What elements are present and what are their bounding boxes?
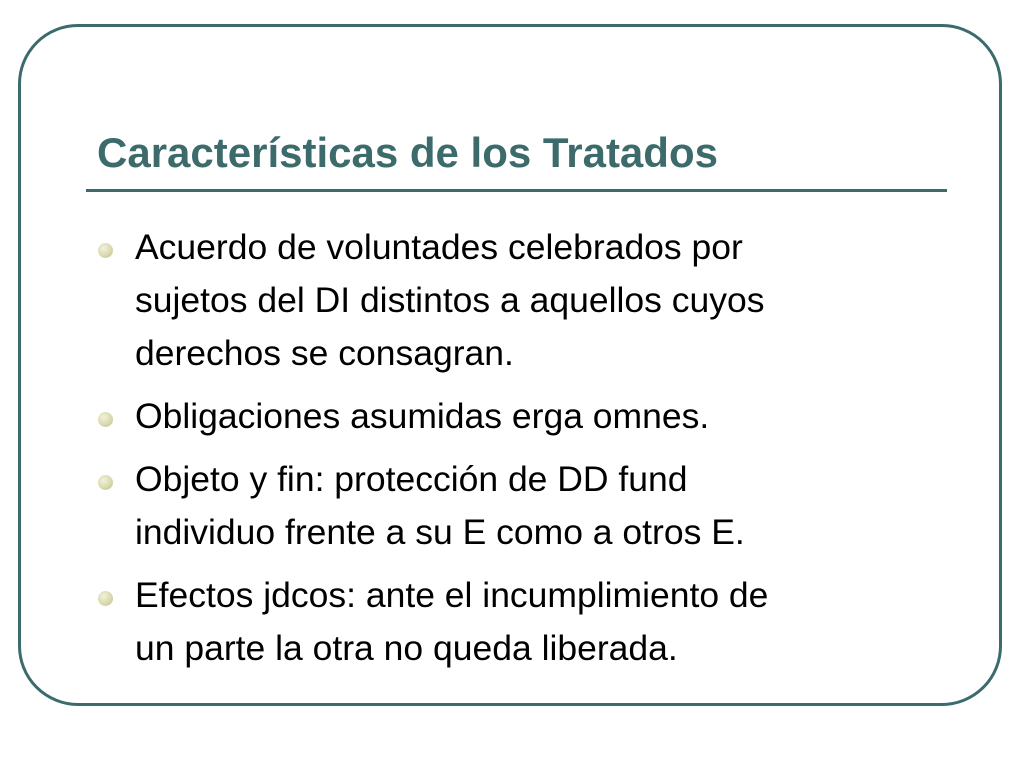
bullet-dot-icon (98, 475, 113, 490)
title-divider (86, 189, 947, 192)
bullet-list (98, 221, 938, 685)
bullet-line: individuo frente a su E como a otros E. (135, 512, 745, 552)
bullet-item (98, 221, 938, 380)
bullet-dot-icon (98, 412, 113, 427)
slide-title: Características de los Tratados (97, 129, 718, 176)
bullet-dot-icon (98, 243, 113, 258)
bullet-line: un parte la otra no queda liberada. (135, 628, 678, 668)
bullet-line: Objeto y fin: protección de DD fund (135, 459, 688, 499)
bullet-item (98, 453, 938, 559)
bullet-line: sujetos del DI distintos a aquellos cuyos (135, 280, 765, 320)
bullet-line: Efectos jdcos: ante el incumplimiento de (135, 575, 769, 615)
bullet-item (98, 569, 938, 675)
bullet-line: Acuerdo de voluntades celebrados por (135, 227, 743, 267)
bullet-dot-icon (98, 591, 113, 606)
bullet-line: Obligaciones asumidas erga omnes. (135, 396, 710, 436)
bullet-item (98, 390, 938, 443)
bullet-line: derechos se consagran. (135, 333, 514, 373)
